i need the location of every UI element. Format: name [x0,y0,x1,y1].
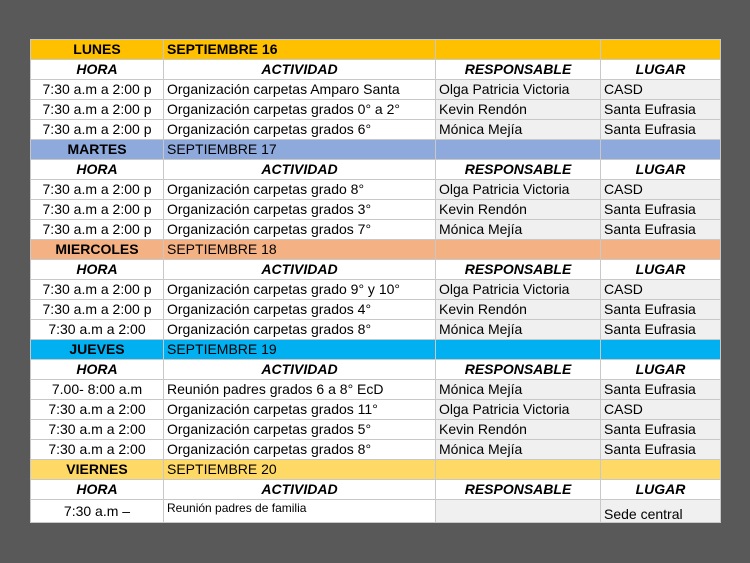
cell-lugar: CASD [601,280,721,300]
day-date: SEPTIEMBRE 18 [164,240,436,260]
day-name: MIERCOLES [31,240,164,260]
day-empty-cell [601,140,721,160]
header-hora: HORA [31,60,164,80]
cell-lugar: Sede central [601,500,721,523]
header-lugar: LUGAR [601,260,721,280]
column-header-row [31,260,721,280]
cell-lugar: CASD [601,80,721,100]
day-date: SEPTIEMBRE 16 [164,40,436,60]
table-row [31,420,721,440]
cell-responsable: Kevin Rendón [436,200,601,220]
table-row [31,80,721,100]
header-responsable: RESPONSABLE [436,160,601,180]
table-row [31,380,721,400]
cell-actividad: Organización carpetas grados 5° [164,420,436,440]
header-actividad: ACTIVIDAD [164,260,436,280]
table-row [31,400,721,420]
day-empty-cell [601,240,721,260]
cell-hora: 7:30 a.m a 2:00 p [31,120,164,140]
cell-lugar: Santa Eufrasia [601,300,721,320]
table-row [31,280,721,300]
cell-actividad: Organización carpetas grados 6° [164,120,436,140]
header-lugar: LUGAR [601,160,721,180]
cell-actividad: Reunión padres de familia [164,500,436,523]
cell-hora: 7:30 a.m a 2:00 p [31,300,164,320]
day-empty-cell [436,40,601,60]
cell-lugar: Santa Eufrasia [601,440,721,460]
column-header-row [31,160,721,180]
header-lugar: LUGAR [601,480,721,500]
table-row [31,440,721,460]
column-header-row [31,480,721,500]
cell-responsable: Olga Patricia Victoria [436,180,601,200]
day-empty-cell [601,340,721,360]
header-responsable: RESPONSABLE [436,60,601,80]
day-header-row [31,240,721,260]
cell-lugar: Santa Eufrasia [601,100,721,120]
day-empty-cell [436,460,601,480]
cell-hora: 7:30 a.m – [31,500,164,523]
header-hora: HORA [31,360,164,380]
cell-actividad: Organización carpetas grados 4° [164,300,436,320]
cell-responsable: Mónica Mejía [436,440,601,460]
day-header-row [31,340,721,360]
cell-responsable: Mónica Mejía [436,320,601,340]
day-date: SEPTIEMBRE 20 [164,460,436,480]
day-empty-cell [436,140,601,160]
header-hora: HORA [31,260,164,280]
header-hora: HORA [31,480,164,500]
table-row [31,220,721,240]
cell-hora: 7:30 a.m a 2:00 [31,420,164,440]
cell-actividad: Organización carpetas grados 0° a 2° [164,100,436,120]
day-empty-cell [436,240,601,260]
cell-actividad: Organización carpetas Amparo Santa [164,80,436,100]
cell-responsable: Mónica Mejía [436,220,601,240]
cell-responsable [436,500,601,523]
schedule-body [31,40,721,523]
day-date: SEPTIEMBRE 17 [164,140,436,160]
table-row [31,300,721,320]
table-row [31,120,721,140]
cell-lugar: Santa Eufrasia [601,420,721,440]
cell-actividad: Organización carpetas grados 7° [164,220,436,240]
header-actividad: ACTIVIDAD [164,160,436,180]
table-row [31,500,721,523]
day-name: JUEVES [31,340,164,360]
cell-lugar: CASD [601,180,721,200]
header-actividad: ACTIVIDAD [164,480,436,500]
header-actividad: ACTIVIDAD [164,360,436,380]
cell-responsable: Mónica Mejía [436,380,601,400]
table-row [31,200,721,220]
schedule-table [30,39,721,523]
day-empty-cell [436,340,601,360]
cell-lugar: Santa Eufrasia [601,320,721,340]
cell-hora: 7:30 a.m a 2:00 p [31,200,164,220]
cell-hora: 7:30 a.m a 2:00 [31,320,164,340]
cell-actividad: Organización carpetas grados 11° [164,400,436,420]
cell-hora: 7:30 a.m a 2:00 [31,400,164,420]
table-row [31,320,721,340]
cell-hora: 7:30 a.m a 2:00 p [31,280,164,300]
cell-responsable: Kevin Rendón [436,420,601,440]
table-row [31,100,721,120]
cell-lugar: Santa Eufrasia [601,120,721,140]
cell-actividad: Organización carpetas grados 3° [164,200,436,220]
day-header-row [31,140,721,160]
header-actividad: ACTIVIDAD [164,60,436,80]
cell-hora: 7:30 a.m a 2:00 p [31,80,164,100]
cell-hora: 7:30 a.m a 2:00 p [31,100,164,120]
cell-actividad: Organización carpetas grado 8° [164,180,436,200]
day-empty-cell [601,40,721,60]
header-lugar: LUGAR [601,60,721,80]
day-name: MARTES [31,140,164,160]
column-header-row [31,360,721,380]
cell-lugar: Santa Eufrasia [601,220,721,240]
cell-lugar: CASD [601,400,721,420]
day-header-row [31,460,721,480]
header-lugar: LUGAR [601,360,721,380]
header-responsable: RESPONSABLE [436,360,601,380]
cell-responsable: Olga Patricia Victoria [436,280,601,300]
day-empty-cell [601,460,721,480]
day-header-row [31,40,721,60]
cell-lugar: Santa Eufrasia [601,200,721,220]
cell-responsable: Olga Patricia Victoria [436,400,601,420]
column-header-row [31,60,721,80]
cell-responsable: Kevin Rendón [436,100,601,120]
header-hora: HORA [31,160,164,180]
cell-actividad: Reunión padres grados 6 a 8° EcD [164,380,436,400]
day-name: VIERNES [31,460,164,480]
cell-hora: 7.00- 8:00 a.m [31,380,164,400]
cell-responsable: Mónica Mejía [436,120,601,140]
cell-actividad: Organización carpetas grados 8° [164,440,436,460]
day-name: LUNES [31,40,164,60]
cell-actividad: Organización carpetas grados 8° [164,320,436,340]
header-responsable: RESPONSABLE [436,480,601,500]
cell-hora: 7:30 a.m a 2:00 [31,440,164,460]
header-responsable: RESPONSABLE [436,260,601,280]
cell-responsable: Kevin Rendón [436,300,601,320]
cell-hora: 7:30 a.m a 2:00 p [31,180,164,200]
table-row [31,180,721,200]
cell-responsable: Olga Patricia Victoria [436,80,601,100]
cell-lugar: Santa Eufrasia [601,380,721,400]
day-date: SEPTIEMBRE 19 [164,340,436,360]
cell-actividad: Organización carpetas grado 9° y 10° [164,280,436,300]
cell-hora: 7:30 a.m a 2:00 p [31,220,164,240]
